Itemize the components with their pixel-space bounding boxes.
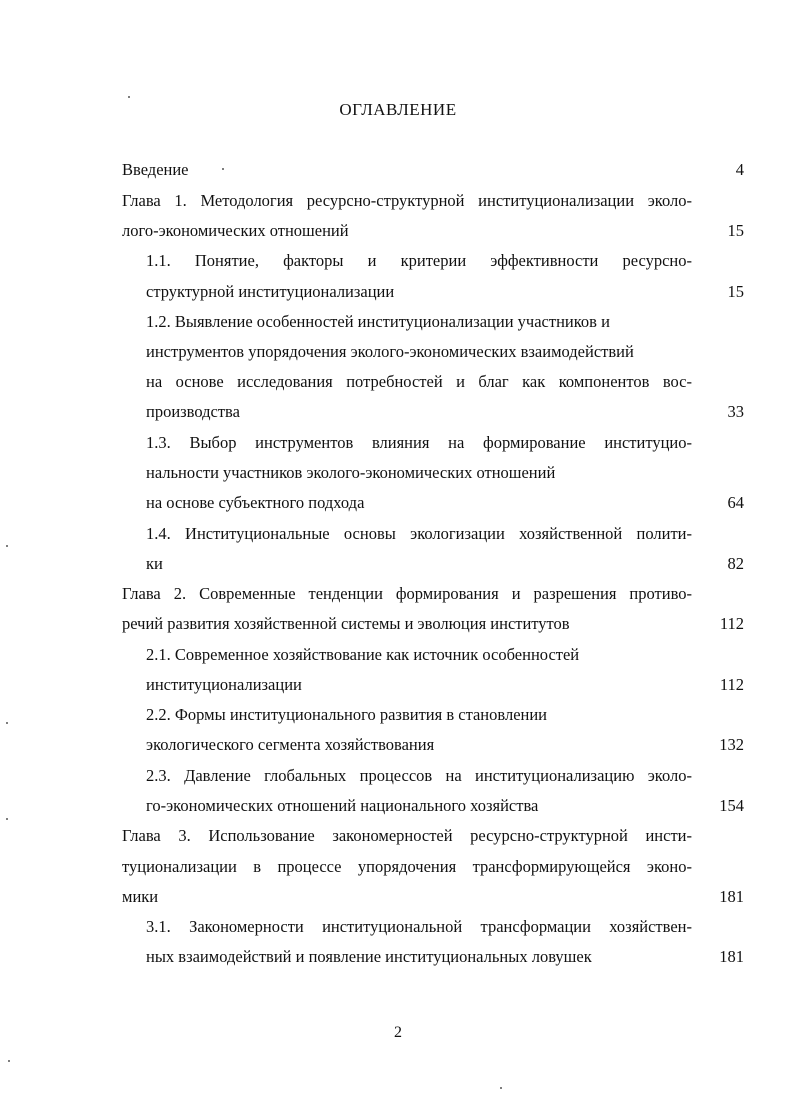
- toc-section-1-4-line: ки: [146, 554, 163, 573]
- toc-chapter-3-line: туционализации в процессе упорядочения трансформирующейся эконо-: [122, 857, 692, 876]
- toc-section-1-1-line: 1.1. Понятие, факторы и критерии эффективности ресурсно-: [146, 251, 692, 270]
- scan-speck: [8, 1060, 10, 1062]
- toc-section-1-2-line: инструментов упорядочения эколого-экономических взаимодействий: [146, 342, 634, 361]
- toc-section-1-1-line: структурной институционализации: [146, 282, 395, 301]
- toc-section-2-3-line: го-экономических отношений национального хозяйства: [146, 796, 539, 815]
- toc-page: 64: [727, 493, 744, 512]
- toc-page: 112: [719, 614, 744, 633]
- toc-section-2-3-line: 2.3. Давление глобальных процессов на институционализацию эколо-: [146, 766, 692, 785]
- scan-speck: [222, 168, 224, 170]
- scan-speck: [500, 1087, 502, 1089]
- toc-page: 15: [727, 221, 744, 240]
- toc-section-2-2-line: экологического сегмента хозяйствования: [146, 735, 435, 754]
- toc-section-3-1-line: 3.1. Закономерности институциональной трансформации хозяйствен-: [146, 917, 692, 936]
- toc-section-1-2-line: 1.2. Выявление особенностей институционализации участников и: [146, 312, 610, 331]
- scan-speck: [6, 545, 8, 547]
- toc-section-1-2-line: на основе исследования потребностей и благ как компонентов вос-: [146, 372, 692, 391]
- toc-chapter-1-line: лого-экономических отношений: [122, 221, 349, 240]
- scan-speck: [128, 96, 130, 98]
- toc-page: 181: [719, 947, 744, 966]
- toc-section-1-3-line: нальности участников эколого-экономических отношений: [146, 463, 556, 482]
- toc-chapter-2-line: речий развития хозяйственной системы и эволюция институтов: [122, 614, 570, 633]
- toc-page: 4: [735, 160, 744, 179]
- toc-page: 15: [727, 282, 744, 301]
- page-number: 2: [394, 1024, 402, 1041]
- toc-page: 132: [719, 735, 744, 754]
- toc-page: 154: [719, 796, 744, 815]
- scan-speck: [6, 722, 8, 724]
- toc-entry-intro: Введение: [122, 160, 189, 179]
- toc-chapter-3-line: Глава 3. Использование закономерностей ресурсно-структурной инсти-: [122, 826, 692, 845]
- toc-section-1-2-line: производства: [146, 402, 240, 421]
- toc-page: 181: [719, 887, 744, 906]
- toc-chapter-1-line: Глава 1. Методология ресурсно-структурной институционализации эколо-: [122, 191, 692, 210]
- toc-page: 82: [727, 554, 744, 573]
- toc-section-2-2-line: 2.2. Формы институционального развития в становлении: [146, 705, 548, 724]
- toc-chapter-3-line: мики: [122, 887, 159, 906]
- toc-section-1-3-line: на основе субъектного подхода: [146, 493, 365, 512]
- scan-speck: [6, 818, 8, 820]
- toc-title: ОГЛАВЛЕНИЕ: [339, 100, 457, 119]
- toc-page: 33: [727, 402, 744, 421]
- toc-section-1-3-line: 1.3. Выбор инструментов влияния на формирование институцио-: [146, 433, 692, 452]
- toc-section-2-1-line: институционализации: [146, 675, 302, 694]
- toc-section-1-4-line: 1.4. Институциональные основы экологизации хозяйственной полити-: [146, 524, 692, 543]
- toc-section-3-1-line: ных взаимодействий и появление институциональных ловушек: [146, 947, 592, 966]
- toc-page: 112: [719, 675, 744, 694]
- toc-chapter-2-line: Глава 2. Современные тенденции формирования и разрешения противо-: [122, 584, 692, 603]
- toc-section-2-1-line: 2.1. Современное хозяйствование как источник особенностей: [146, 645, 580, 664]
